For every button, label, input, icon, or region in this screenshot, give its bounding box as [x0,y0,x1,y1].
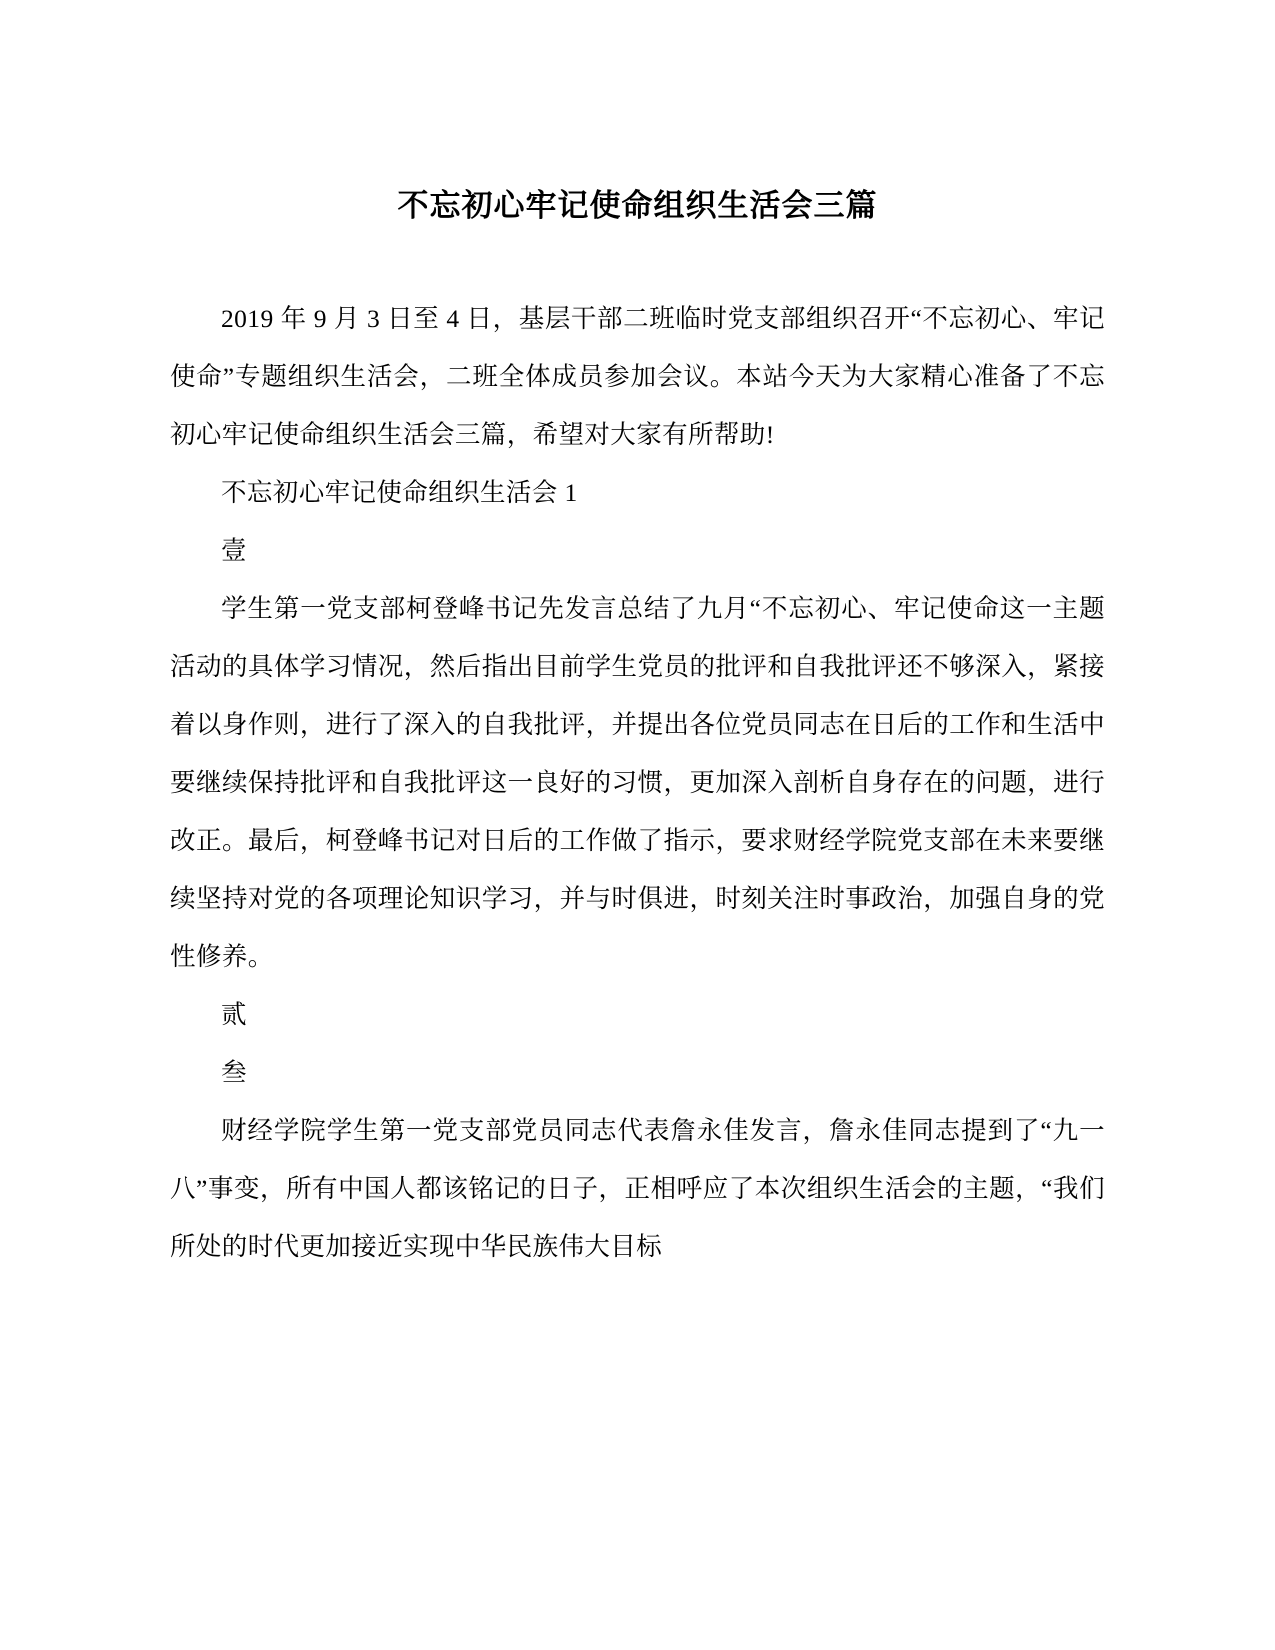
paragraph-numeral-one: 壹 [221,536,247,566]
page-title: 不忘初心牢记使命组织生活会三篇 [397,188,878,224]
paragraph-body-1: 学生第一党支部柯登峰书记先发言总结了九月“不忘初心、牢记使命这一主题活动的具体学习情况，然后指出目前学生党员的批评和自我批评还不够深入，紧接着以身作则，进行了深入的自我批评，并提出各位党员同志在日后的工作和生活中要继续保持批评和自我批评这一良好的习惯，更加深入剖析自身存在的问题，进行改正。最后，柯登峰书记对日后的工作做了指示，要求财经学院党支部在未来要继续坚持对党的各项理论知识学习，并与时俱进，时刻关注时事政治，加强自身的党性修养。 [170,594,1105,972]
paragraph-body-2: 财经学院学生第一党支部党员同志代表詹永佳发言，詹永佳同志提到了“九一八”事变，所有中国人都该铭记的日子，正相呼应了本次组织生活会的主题，“我们所处的时代更加接近实现中华民族伟大目标 [170,1116,1105,1262]
paragraph-numeral-three: 叁 [221,1058,247,1088]
paragraph-numeral-two: 贰 [221,1000,247,1030]
paragraph-intro: 2019 年 9 月 3 日至 4 日，基层干部二班临时党支部组织召开“不忘初心、牢记使命”专题组织生活会，二班全体成员参加会议。本站今天为大家精心准备了不忘初心牢记使命组织生活会三篇，希望对大家有所帮助! [170,304,1105,450]
paragraph-section-heading-1: 不忘初心牢记使命组织生活会 1 [221,478,578,508]
